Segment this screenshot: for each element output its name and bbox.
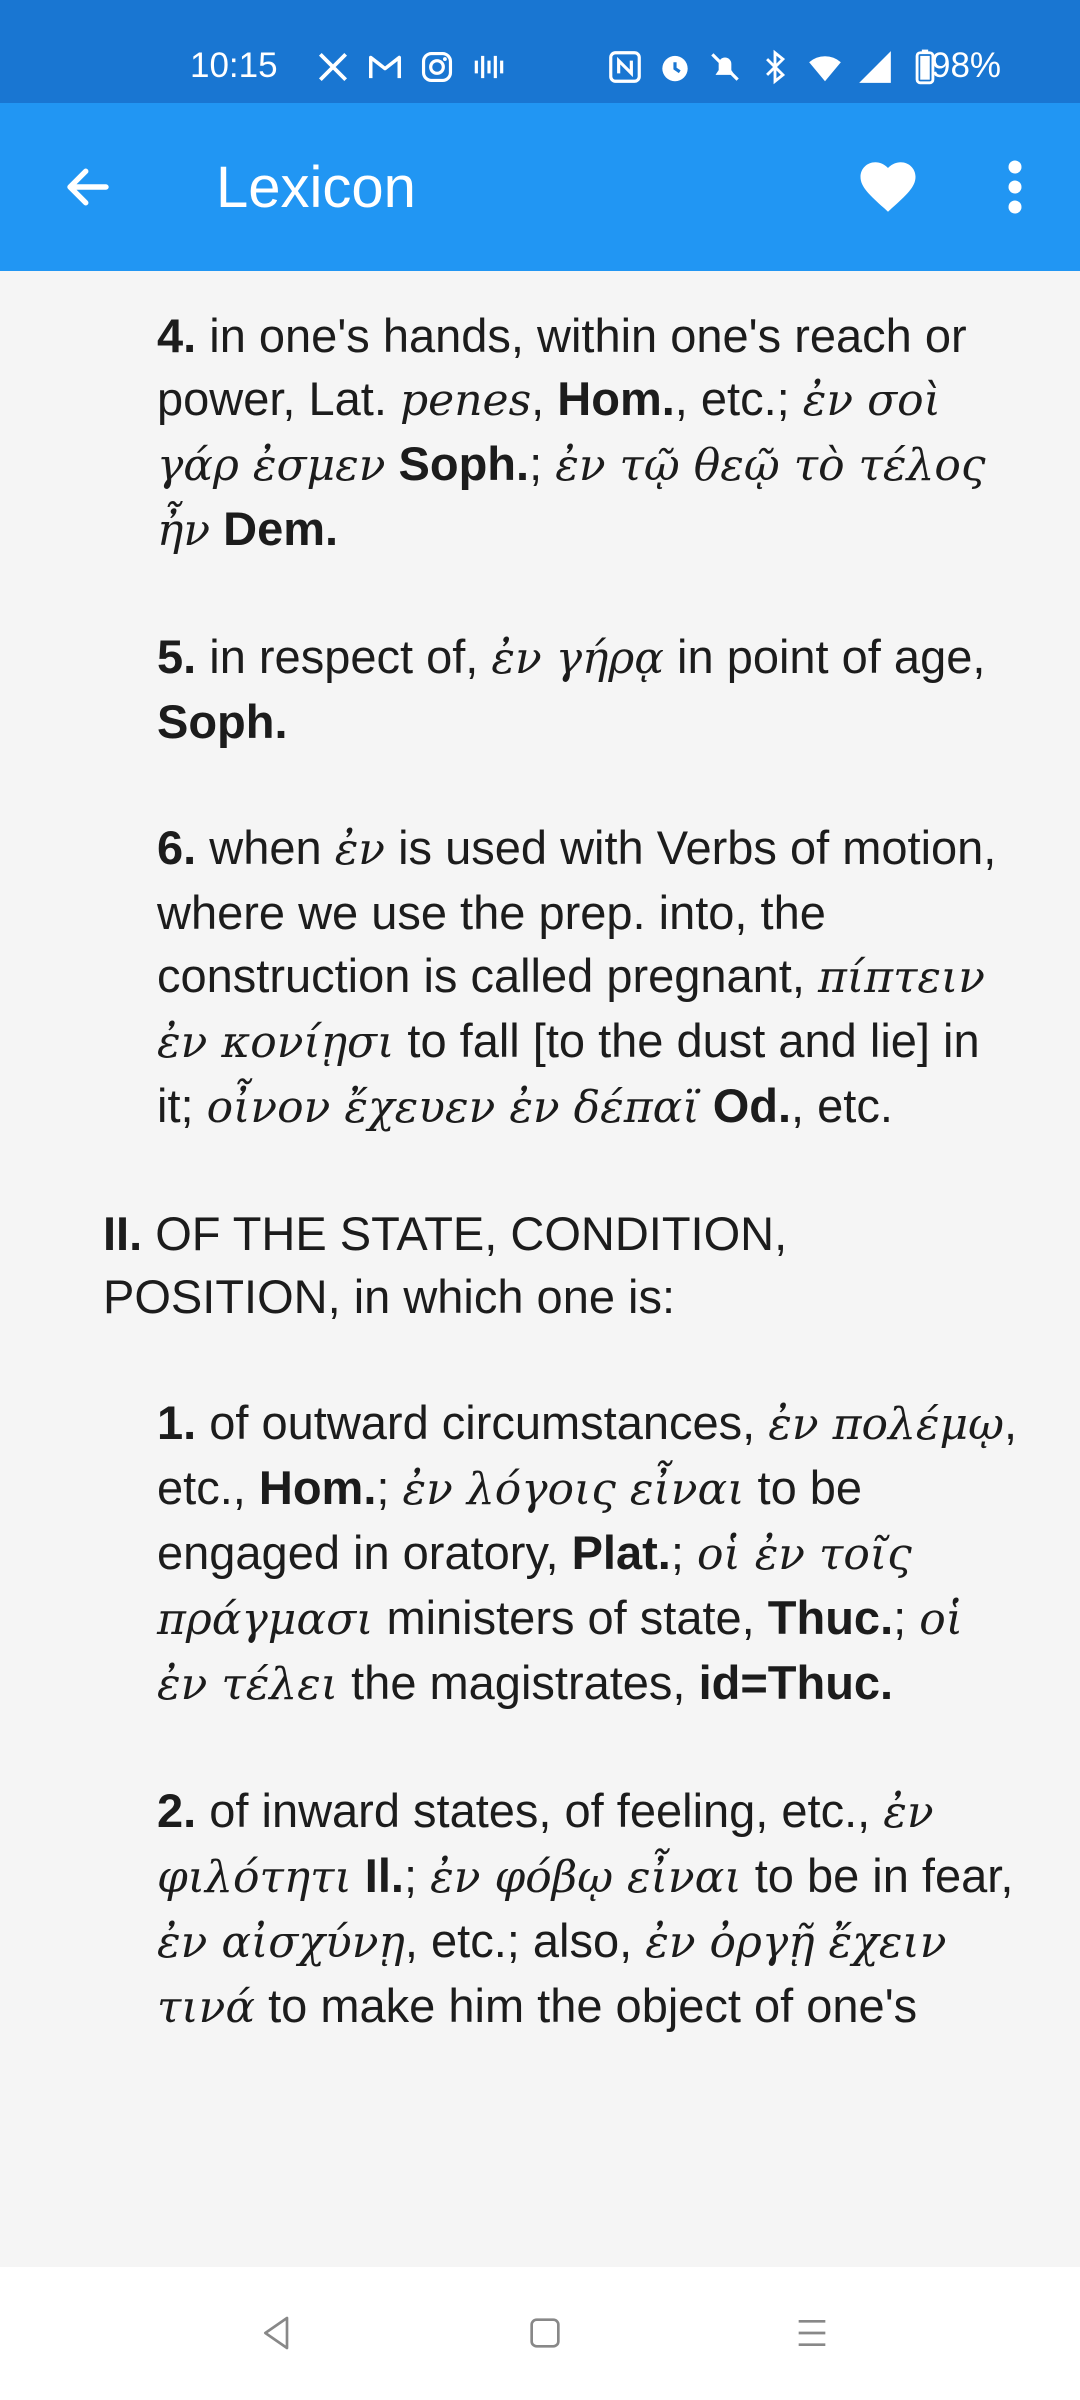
lexicon-entry	[0, 816, 1080, 1139]
more-options-button[interactable]	[985, 143, 1045, 231]
arrow-left-icon	[61, 160, 115, 214]
lexicon-entry	[0, 304, 1080, 562]
definition-text: ;	[403, 1849, 431, 1902]
source-abbreviation: Il.	[364, 1849, 404, 1902]
app-bar	[0, 103, 1080, 271]
entry-number: 6.	[157, 821, 197, 874]
definition-text: ;	[670, 1526, 697, 1579]
definition-text: when	[196, 821, 335, 874]
alarm-icon	[656, 48, 694, 86]
definition-text	[385, 437, 398, 490]
greek-phrase: ἐν ὀργῇ ἔχειν τινά	[157, 1917, 947, 2033]
greek-phrase: ἐν λόγοις εἶναι	[402, 1464, 745, 1515]
greek-phrase: ἐν φόβῳ εἶναι	[430, 1852, 742, 1903]
page-title: Lexicon	[216, 155, 416, 220]
source-abbreviation: Soph.	[398, 437, 530, 490]
signal-icon	[856, 48, 894, 86]
source-abbreviation: Hom.	[258, 1461, 377, 1514]
entry-number: 2.	[157, 1784, 197, 1837]
nfc-icon	[606, 48, 644, 86]
definition-text: of outward circumstances,	[196, 1396, 769, 1449]
entry-number: II.	[103, 1207, 143, 1260]
gmail-icon	[366, 48, 404, 86]
definition-text: in one's hands, within one's reach or power, Lat.	[157, 309, 967, 425]
greek-phrase: ἐν πολέμῳ	[768, 1399, 1004, 1450]
source-abbreviation: Thuc.	[767, 1591, 894, 1644]
lexicon-content[interactable]	[0, 271, 1080, 2267]
battery-percent: 98%	[931, 46, 1002, 85]
nav-recents-button[interactable]	[782, 2303, 842, 2363]
greek-phrase: πίπτειν ἐν κονίῃσι	[157, 952, 986, 1068]
greek-phrase: ἐν γήρᾳ	[491, 633, 664, 684]
definition-text: to be in fear,	[741, 1849, 1014, 1902]
source-abbreviation: Hom.	[557, 372, 675, 425]
greek-phrase: ἐν σοὶ γάρ ἐσμεν	[157, 375, 941, 491]
system-icons	[606, 48, 944, 86]
nav-back-icon	[257, 2313, 297, 2353]
definition-text: of inward states, of feeling, etc.,	[196, 1784, 884, 1837]
definition-text: ;	[529, 437, 556, 490]
more-vert-icon	[1005, 157, 1025, 217]
definition-text: to make him the object of one's	[255, 1979, 918, 2032]
favorite-button[interactable]	[844, 143, 932, 231]
x-icon	[314, 48, 352, 86]
definition-text: ;	[893, 1591, 920, 1644]
entry-number: 4.	[157, 309, 197, 362]
definition-text: is used with Verbs of motion, where we use the prep. into, the construction is called pregnant,	[157, 821, 997, 1002]
instagram-icon	[418, 48, 456, 86]
mute-icon	[706, 48, 744, 86]
definition-text: , etc.;	[674, 372, 803, 425]
definition-text: ministers of state,	[373, 1591, 768, 1644]
nav-home-button[interactable]	[515, 2303, 575, 2363]
definition-text: ,	[531, 372, 558, 425]
source-abbreviation: Dem.	[223, 502, 339, 555]
definition-text	[210, 502, 223, 555]
definition-text	[700, 1079, 713, 1132]
status-bar	[0, 0, 1080, 103]
definition-text: in point of age,	[664, 630, 986, 683]
nav-recents-icon	[792, 2313, 832, 2353]
wifi-icon	[806, 48, 844, 86]
greek-phrase: penes	[400, 375, 532, 426]
heart-icon	[855, 154, 921, 220]
definition-text: , etc.,	[157, 1396, 1018, 1514]
greek-phrase: οἱ ἐν τοῖς πράγμασι	[157, 1529, 912, 1645]
definition-text: OF THE STATE, CONDITION, POSITION, in which one is:	[103, 1207, 788, 1323]
lexicon-entry	[0, 1779, 1080, 2039]
audio-icon	[470, 48, 508, 86]
back-button[interactable]	[46, 145, 130, 229]
entry-number: 5.	[157, 630, 197, 683]
status-time: 10:15	[190, 46, 278, 85]
system-nav-bar	[0, 2267, 1080, 2400]
greek-phrase: ἐν αἰσχύνῃ	[157, 1917, 405, 1968]
source-abbreviation: Plat.	[571, 1526, 671, 1579]
greek-phrase: ἐν τῷ θεῷ τὸ τέλος ἦν	[157, 440, 986, 556]
lexicon-entry	[0, 625, 1080, 753]
lexicon-entry	[0, 1391, 1080, 1716]
entry-number: 1.	[157, 1396, 197, 1449]
source-abbreviation: Soph.	[157, 695, 288, 748]
greek-phrase: οἶνον ἔχευεν ἐν δέπαϊ	[206, 1082, 700, 1133]
greek-phrase: ἐν	[334, 824, 386, 875]
definition-text: in respect of,	[196, 630, 492, 683]
nav-back-button[interactable]	[247, 2303, 307, 2363]
greek-phrase: ἐν φιλότητι	[157, 1787, 934, 1903]
definition-text: to be engaged in oratory,	[157, 1461, 863, 1579]
nav-home-icon	[525, 2313, 565, 2353]
definition-text: , etc.	[791, 1079, 893, 1132]
source-abbreviation: id=Thuc.	[698, 1656, 894, 1709]
bluetooth-icon	[756, 48, 794, 86]
greek-phrase: οἱ ἐν τέλει	[157, 1594, 963, 1710]
entry-list	[0, 304, 1080, 2102]
definition-text: , etc.; also,	[404, 1914, 646, 1967]
source-abbreviation: Od.	[712, 1079, 792, 1132]
definition-text: the magistrates,	[338, 1656, 699, 1709]
definition-text: to fall [to the dust and lie] in it;	[157, 1014, 980, 1132]
definition-text	[352, 1849, 365, 1902]
definition-text: ;	[376, 1461, 403, 1514]
notification-icons	[314, 48, 508, 86]
lexicon-entry	[0, 1202, 1080, 1328]
